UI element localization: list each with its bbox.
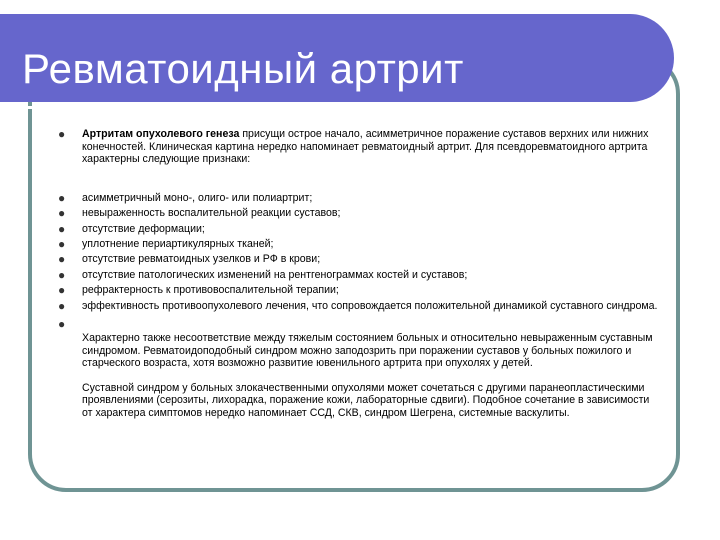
bullet-icon — [58, 209, 66, 217]
list-item-text: эффективность противоопухолевого лечения, что сопровождается положительной динамикой суставного синдрома. — [82, 299, 658, 312]
list-item-text: невыраженность воспалительной реакции суставов; — [82, 207, 341, 220]
title-bar — [0, 14, 674, 102]
list-item-text: отсутствие деформации; — [82, 222, 205, 235]
list-item — [58, 253, 662, 268]
note-paragraph: Характерно также несоответствие между тяжелым состоянием больных и относительно невыраженным суставным синдромом. Ревматоидоподобный синдром можно заподозрить при поражении суставов у больных пожилого и старческого возраста, хотя возможно развитие ювенильного артрита при опухолях у детей. — [82, 332, 653, 370]
list-item — [58, 192, 662, 207]
list-item — [58, 284, 662, 299]
bullet-icon — [58, 255, 66, 263]
intro-text: присущи острое начало, асимметричное поражение суставов верхних или нижних конечностей. Клиническая картина нередко напоминает ревматоидный артрит. Для псевдоревматоидного артрита характерны следующие признаки: — [82, 128, 649, 166]
list-item-text: рефрактерность к противовоспалительной терапии; — [82, 284, 339, 297]
bullet-icon — [58, 271, 66, 279]
list-item-text: уплотнение периартикулярных тканей; — [82, 237, 274, 250]
note-paragraph: Суставной синдром у больных злокачественными опухолями может сочетаться с другими паранеопластическими проявлениями (серозиты, лихорадка, поражение кожи, лабораторные сдвиги). Подобное сочетание в зависимости от характера симптомов нередко напоминает ССД, СКВ, синдром Шегрена, системные васкулиты. — [82, 381, 650, 420]
list-item — [58, 300, 662, 313]
bullet-icon — [58, 240, 66, 248]
bullet-icon — [58, 302, 66, 310]
bullet-icon — [58, 320, 66, 328]
bullet-icon — [58, 225, 66, 233]
list-item-text: асимметричный моно-, олиго- или полиартрит; — [82, 191, 313, 204]
bullet-icon — [58, 194, 66, 202]
list-item — [58, 238, 662, 253]
list-item-text: отсутствие патологических изменений на рентгенограммах костей и суставов; — [82, 268, 468, 281]
intro-bold-term: Артритам опухолевого генеза — [82, 128, 240, 140]
slide-content — [58, 128, 662, 420]
intro-paragraph — [58, 128, 662, 166]
list-item — [58, 223, 662, 238]
list-item — [58, 207, 662, 222]
bullet-icon — [58, 286, 66, 294]
slide-title: Ревматоидный артрит — [22, 45, 464, 92]
title-underline — [0, 106, 641, 109]
list-item — [58, 269, 662, 284]
bullet-icon — [58, 130, 66, 138]
notes-block — [58, 318, 662, 420]
list-item-text: отсутствие ревматоидных узелков и РФ в крови; — [82, 253, 321, 266]
